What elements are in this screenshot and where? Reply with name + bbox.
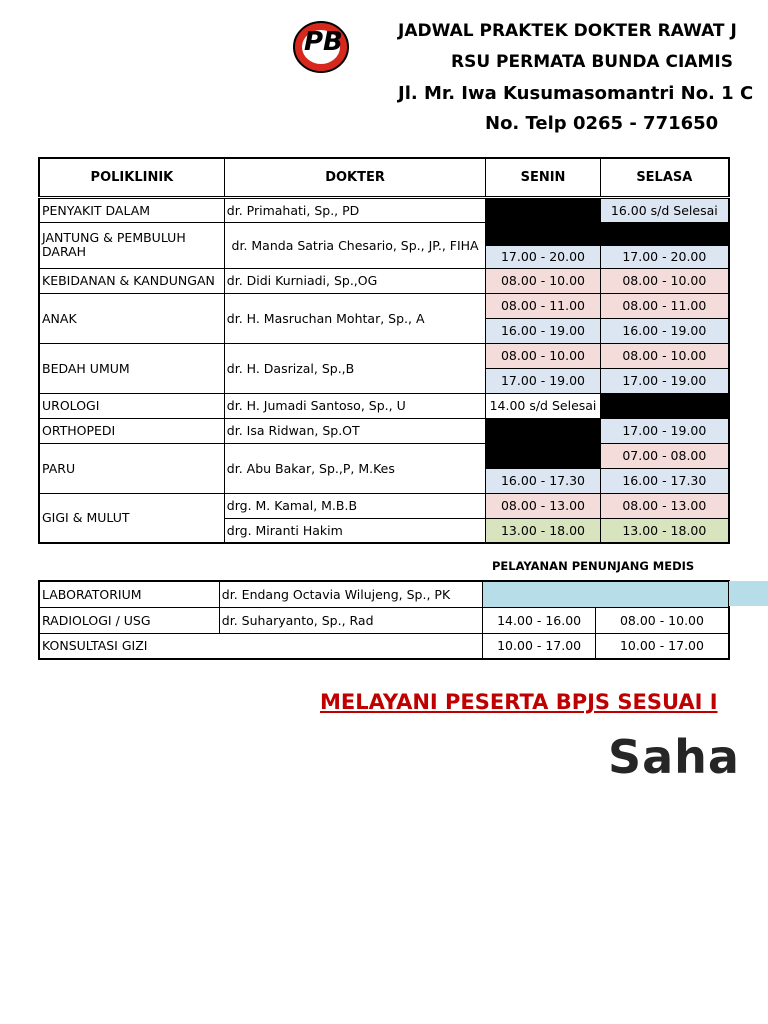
dokter-cell: dr. H. Jumadi Santoso, Sp., U	[224, 393, 486, 418]
time-cell: 16.00 - 17.30	[486, 468, 600, 493]
table-row	[39, 493, 729, 518]
table-row	[39, 607, 729, 633]
dokter-cell: dr. Suharyanto, Sp., Rad	[219, 607, 483, 633]
header-title-line2: RSU PERMATA BUNDA CIAMIS	[451, 52, 733, 72]
time-cell: 17.00 - 19.00	[486, 368, 600, 393]
table-row	[39, 268, 729, 293]
closed-cell	[486, 222, 600, 245]
poli-cell: JANTUNG & PEMBULUH DARAH	[39, 222, 224, 268]
table-row	[39, 222, 729, 245]
poli-cell: RADIOLOGI / USG	[39, 607, 219, 633]
dokter-cell: dr. Primahati, Sp., PD	[224, 197, 486, 222]
time-cell: 08.00 - 11.00	[600, 293, 729, 318]
closed-cell	[600, 222, 729, 245]
closed-cell	[486, 418, 600, 468]
header-phone: No. Telp 0265 - 771650	[485, 113, 719, 134]
poli-cell: GIGI & MULUT	[39, 493, 224, 543]
time-cell: 08.00 - 10.00	[486, 343, 600, 368]
time-cell: 17.00 - 19.00	[600, 368, 729, 393]
poli-cell: LABORATORIUM	[39, 581, 219, 607]
closed-cell	[600, 393, 729, 418]
poli-cell: ORTHOPEDI	[39, 418, 224, 443]
time-cell: 08.00 - 13.00	[486, 493, 600, 518]
col-senin: SENIN	[486, 158, 600, 197]
col-selasa: SELASA	[600, 158, 729, 197]
table-row	[39, 581, 729, 607]
dokter-cell: dr. Isa Ridwan, Sp.OT	[224, 418, 486, 443]
dokter-cell: dr. Abu Bakar, Sp.,P, M.Kes	[224, 443, 486, 493]
lab-schedule-cell	[483, 581, 729, 607]
logo-text: PB	[304, 27, 343, 57]
dokter-cell: dr. H. Masruchan Mohtar, Sp., A	[224, 293, 486, 343]
table-header-row	[39, 158, 729, 197]
table-row	[39, 343, 729, 368]
time-cell: 16.00 - 17.30	[600, 468, 729, 493]
poli-cell: ANAK	[39, 293, 224, 343]
time-cell: 14.00 - 16.00	[483, 607, 596, 633]
closed-cell	[486, 197, 600, 222]
table-row	[39, 197, 729, 222]
support-table	[38, 580, 730, 660]
bpjs-notice: MELAYANI PESERTA BPJS SESUAI I	[320, 690, 718, 714]
time-cell: 10.00 - 17.00	[483, 633, 596, 659]
dokter-cell: dr. Endang Octavia Wilujeng, Sp., PK	[219, 581, 483, 607]
header-address: Jl. Mr. Iwa Kusumasomantri No. 1 C	[398, 83, 754, 104]
time-cell: 16.00 - 19.00	[486, 318, 600, 343]
time-cell: 16.00 s/d Selesai	[600, 197, 729, 222]
poli-cell: KONSULTASI GIZI	[39, 633, 483, 659]
time-cell: 13.00 - 18.00	[600, 518, 729, 543]
schedule-table	[38, 157, 730, 544]
poli-cell: KEBIDANAN & KANDUNGAN	[39, 268, 224, 293]
poli-cell: PENYAKIT DALAM	[39, 197, 224, 222]
col-dokter: DOKTER	[224, 158, 486, 197]
table-row	[39, 443, 729, 468]
time-cell: 17.00 - 19.00	[600, 418, 729, 443]
time-cell: 07.00 - 08.00	[600, 443, 729, 468]
saha-text: Saha	[608, 730, 740, 784]
table-row	[39, 393, 729, 418]
table-row	[39, 418, 729, 443]
time-cell: 08.00 - 13.00	[600, 493, 729, 518]
time-cell: 17.00 - 20.00	[600, 245, 729, 268]
dokter-cell: dr. Didi Kurniadi, Sp.,OG	[224, 268, 486, 293]
time-cell: 16.00 - 19.00	[600, 318, 729, 343]
time-cell: 14.00 s/d Selesai	[486, 393, 600, 418]
time-cell: 08.00 - 10.00	[486, 268, 600, 293]
dokter-cell: dr. H. Dasrizal, Sp.,B	[224, 343, 486, 393]
penunjang-title: PELAYANAN PENUNJANG MEDIS	[492, 559, 695, 573]
poli-cell: PARU	[39, 443, 224, 493]
table-row	[39, 293, 729, 318]
time-cell: 10.00 - 17.00	[595, 633, 729, 659]
dokter-cell: drg. Miranti Hakim	[224, 518, 486, 543]
poli-cell: BEDAH UMUM	[39, 343, 224, 393]
time-cell: 08.00 - 10.00	[600, 268, 729, 293]
col-poliklinik: POLIKLINIK	[39, 158, 224, 197]
lab-cell-overflow	[729, 581, 768, 606]
time-cell: 13.00 - 18.00	[486, 518, 600, 543]
poli-cell: UROLOGI	[39, 393, 224, 418]
header-title-line1: JADWAL PRAKTEK DOKTER RAWAT J	[398, 21, 737, 41]
dokter-cell: dr. Manda Satria Chesario, Sp., JP., FIHA	[224, 222, 486, 268]
dokter-cell: drg. M. Kamal, M.B.B	[224, 493, 486, 518]
time-cell: 17.00 - 20.00	[486, 245, 600, 268]
time-cell: 08.00 - 10.00	[600, 343, 729, 368]
time-cell: 08.00 - 10.00	[595, 607, 729, 633]
time-cell: 08.00 - 11.00	[486, 293, 600, 318]
table-row	[39, 633, 729, 659]
